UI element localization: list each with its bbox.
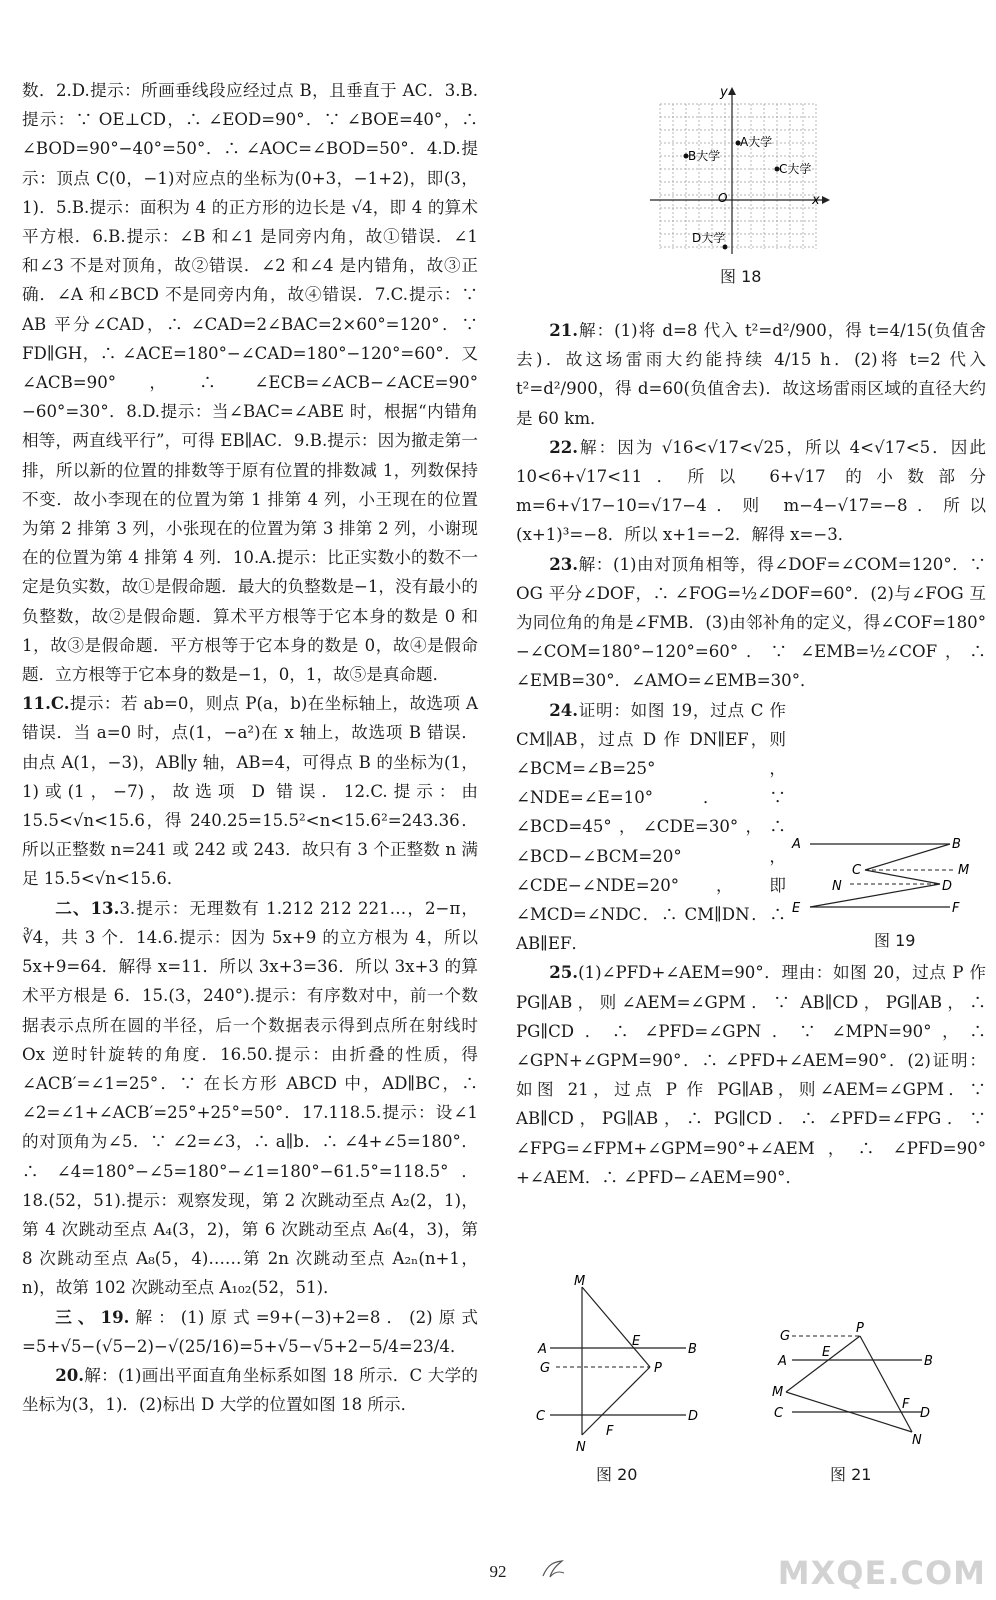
answer-lead: 22. xyxy=(549,436,579,457)
point-d-label: D大学 xyxy=(692,231,726,245)
figure-20-graph xyxy=(526,1275,706,1455)
point-b-label: B大学 xyxy=(688,149,721,163)
answer-lead: 三、19. xyxy=(55,1306,130,1327)
label-g: G xyxy=(780,1329,791,1344)
figure-18 xyxy=(640,84,840,274)
answer-block-11 xyxy=(22,689,478,893)
answer-block-1 xyxy=(22,76,478,689)
answer-text: (1)∠PFD+∠AEM=90°．理由：如图 20，过点 P 作 PG∥AB，则∠AEM=∠GPM．∵ AB∥CD，PG∥AB，∴ PG∥CD．∴ ∠PFD=∠GPN．∵ ∠MPN=90°，∴ ∠GPN+∠GPM=90°．∴ ∠PFD+∠AEM=90°．(2)证明：如图 21，过点 P 作 PG∥AB，则∠AEM=∠GPM．∵ AB∥CD，PG∥AB，∴ PG∥CD．∴ ∠PFD=∠FPG．∵ ∠FPG=∠FPM+∠GPM=90°+∠AEM，∴ ∠PFD=90°+∠AEM．∴ ∠PFD−∠AEM=90°． xyxy=(516,963,986,1187)
answer-text: 提示：若 ab=0，则点 P(a，b)在坐标轴上，故选项 A 错误．当 a=0 时，点(1，−a²)在 x 轴上，故选项 B 错误．由点 A(1，−3)，AB∥y 轴，AB=4，可得点 B 的坐标为(1，1)或(1，−7)，故选项 D 错误．12.C.提示：由 15.5<√n<15.6，得 240.25=15.5²<n<15.6²=243.36．所以正整数 n=241 或 242 或 243．故只有 3 个正整数 n 满足 15.5<√n<15.6． xyxy=(22,694,478,889)
label-m: M xyxy=(772,1385,784,1400)
answer-block-25 xyxy=(516,958,986,1192)
label-a: A xyxy=(792,837,801,852)
answer-block-21 xyxy=(516,316,986,433)
answer-block-section2 xyxy=(22,894,478,1303)
answer-block-20 xyxy=(22,1361,478,1419)
answer-lead: 21. xyxy=(549,320,579,340)
label-m: M xyxy=(958,863,970,878)
point-d xyxy=(723,245,728,250)
answer-text: 证明：如图 19，过点 C 作 CM∥AB，过点 D 作 DN∥EF，则∠BCM=∠B=25°，∠NDE=∠E=10°．∵ ∠BCD=45°，∠CDE=30°，∴ ∠BCD−∠BCM=20°，∠CDE−∠NDE=20°，即∠MCD=∠NDC．∴ CM∥DN．∴ AB∥EF． xyxy=(516,700,786,954)
answer-lead: 20. xyxy=(55,1364,85,1385)
label-d: D xyxy=(688,1409,699,1424)
figure-18-graph xyxy=(640,84,840,274)
y-axis-label: y xyxy=(720,85,728,100)
answer-block-24 xyxy=(516,696,786,959)
label-p: P xyxy=(856,1321,864,1336)
label-d: D xyxy=(942,879,953,894)
answer-text: 3.提示：无理数有 1.212 212 221…，2−π，∛4，共 3 个．14.6.提示：因为 5x+9 的立方根为 4，所以 5x+9=64．解得 x=11．所以 3x+3=36．所以 3x+3 的算术平方根是 6．15.(3，240°).提示：有序数对中，前一个数据表示点所在圆的半径，后一个数据表示得到点所在射线时 Ox 逆时针旋转的角度．16.50.提示：由折叠的性质，得∠ACB′=∠1=25°．∵ 在长方形 ABCD 中，AD∥BC，∴ ∠2=∠1+∠ACB′=25°+25°=50°．17.118.5.提示：设∠1 的对顶角为∠5．∵ ∠2=∠3，∴ a∥b．∴ ∠4+∠5=180°．∴ ∠4=180°−∠5=180°−∠1=180°−61.5°=118.5°．18.(52，51).提示：观察发现，第 2 次跳动至点 A₂(2，1)，第 4 次跳动至点 A₄(3，2)，第 6 次跳动至点 A₆(4，3)，第 8 次跳动至点 A₈(5，4)……第 2n 次跳动至点 A₂ₙ(n+1，n)，故第 102 次跳动至点 A₁₀₂(52，51)． xyxy=(22,898,479,1298)
answer-text: 解：因为 √16<√17<√25，所以 4<√17<5．因此 10<6+√17<11．所以 6+√17 的小数部分 m=6+√17−10=√17−4．则 m−4−√17=−8．所以(x+1)³=−8．所以 x+1=−2．解得 x=−3． xyxy=(516,437,986,545)
answer-block-section3 xyxy=(22,1303,478,1361)
origin-label: O xyxy=(718,191,728,205)
figure-18-caption: 图 18 xyxy=(720,267,762,286)
label-e: E xyxy=(822,1345,831,1360)
answer-text: 解：(1)将 d=8 代入 t²=d²/900，得 t=4/15(负值舍去)．故这场雷雨大约能持续 4/15 h．(2)将 t=2 代入 t²=d²/900，得 d=60(负值舍去)．故这场雷雨区域的直径大约是 60 km． xyxy=(516,321,986,428)
label-f: F xyxy=(606,1424,614,1439)
left-column xyxy=(22,76,478,1419)
x-axis-label: x xyxy=(812,193,820,208)
label-e: E xyxy=(632,1334,641,1349)
label-b: B xyxy=(952,837,961,852)
figure-21 xyxy=(772,1320,952,1460)
label-c: C xyxy=(774,1406,784,1421)
label-p: P xyxy=(654,1361,662,1376)
figure-21-graph xyxy=(772,1320,952,1460)
figure-20-caption: 图 20 xyxy=(596,1465,638,1484)
label-b: B xyxy=(924,1354,933,1369)
label-c: C xyxy=(852,863,862,878)
label-g: G xyxy=(540,1361,551,1376)
figure-21-caption: 图 21 xyxy=(830,1465,872,1484)
answer-text: 解：(1)原式=9+(−3)+2=8．(2)原式=5+√5−(√5−2)−√(25/16)=5+√5−√5+2−5/4=23/4． xyxy=(22,1307,478,1356)
answer-block-22 xyxy=(516,433,986,550)
answer-lead: 二、13. xyxy=(55,897,120,918)
right-column xyxy=(516,316,986,1192)
label-n: N xyxy=(832,879,842,894)
point-c-label: C大学 xyxy=(779,162,812,176)
label-f: F xyxy=(902,1397,910,1412)
label-d: D xyxy=(920,1406,931,1421)
flourish-icon xyxy=(540,1558,566,1584)
answer-lead: 24. xyxy=(549,699,579,720)
point-a-label: A大学 xyxy=(740,135,773,149)
label-m: M xyxy=(574,1275,586,1289)
figure-19 xyxy=(790,830,980,930)
page-number: 92 xyxy=(489,1562,507,1581)
label-e: E xyxy=(792,901,801,916)
answer-lead: 11.C. xyxy=(22,693,70,714)
label-a: A xyxy=(778,1354,787,1369)
watermark: MXQE.COM xyxy=(777,1554,986,1592)
answer-lead: 23. xyxy=(549,553,579,574)
label-c: C xyxy=(536,1409,546,1424)
answer-text: 解：(1)由对顶角相等，得∠DOF=∠COM=120°．∵ OG 平分∠DOF，∴ ∠FOG=½∠DOF=60°．(2)与∠FOG 互为同位角的角是∠FMB．(3)由邻补角的定义，得∠COF=180°−∠COM=180°−120°=60°．∵ ∠EMB=½∠COF，∴ ∠EMB=30°．∠AMO=∠EMB=30°． xyxy=(516,554,986,691)
figure-20 xyxy=(526,1275,706,1455)
answer-block-23 xyxy=(516,550,986,696)
figure-19-caption: 图 19 xyxy=(874,931,916,950)
answer-lead: 25. xyxy=(549,962,579,983)
label-n: N xyxy=(576,1440,586,1455)
label-a: A xyxy=(538,1342,547,1357)
label-n: N xyxy=(912,1433,922,1448)
figure-19-graph xyxy=(790,830,980,930)
label-f: F xyxy=(952,901,960,916)
label-b: B xyxy=(688,1342,697,1357)
answer-text: 数．2.D.提示：所画垂线段应经过点 B，且垂直于 AC．3.B.提示：∵ OE⊥CD，∴ ∠EOD=90°．∵ ∠BOE=40°，∴ ∠BOD=90°−40°=50°．∴ ∠AOC=∠BOD=50°．4.D.提示：顶点 C(0，−1)对应点的坐标为(0+3，−1+2)，即(3，1)．5.B.提示：面积为 4 的正方形的边长是 √4，即 4 的算术平方根．6.B.提示：∠B 和∠1 是同旁内角，故①错误．∠1 和∠3 不是对顶角，故②错误．∠2 和∠4 是内错角，故③正确．∠A 和∠BCD 不是同旁内角，故④错误．7.C.提示：∵ AB 平分∠CAD，∴ ∠CAD=2∠BAC=2×60°=120°．∵ FD∥GH，∴ ∠ACE=180°−∠CAD=180°−120°=60°．又∠ACB=90°，∴ ∠ECB=∠ACB−∠ACE=90°−60°=30°．8.D.提示：当∠BAC=∠ABE 时，根据“内错角相等，两直线平行”，可得 EB∥AC．9.B.提示：因为撤走第一排，所以新的位置的排数等于原有位置的排数减 1，列数保持不变．故小李现在的位置为第 1 排第 4 列，小王现在的位置为第 2 排第 3 列，小张现在的位置为第 3 排第 2 列，小谢现在的位置为第 4 排第 4 列．10.A.提示：比正实数小的数不一定是负实数，故①是假命题．最大的负整数是−1，没有最小的负整数，故②是假命题．算术平方根等于它本身的数是 0 和 1，故③是假命题．平方根等于它本身的数是 0，故④是假命题．立方根等于它本身的数是−1，0，1，故⑤是真命题． xyxy=(22,81,478,685)
answer-text: 解：(1)画出平面直角坐标系如图 18 所示．C 大学的坐标为(3，1)．(2)标出 D 大学的位置如图 18 所示． xyxy=(22,1365,478,1415)
